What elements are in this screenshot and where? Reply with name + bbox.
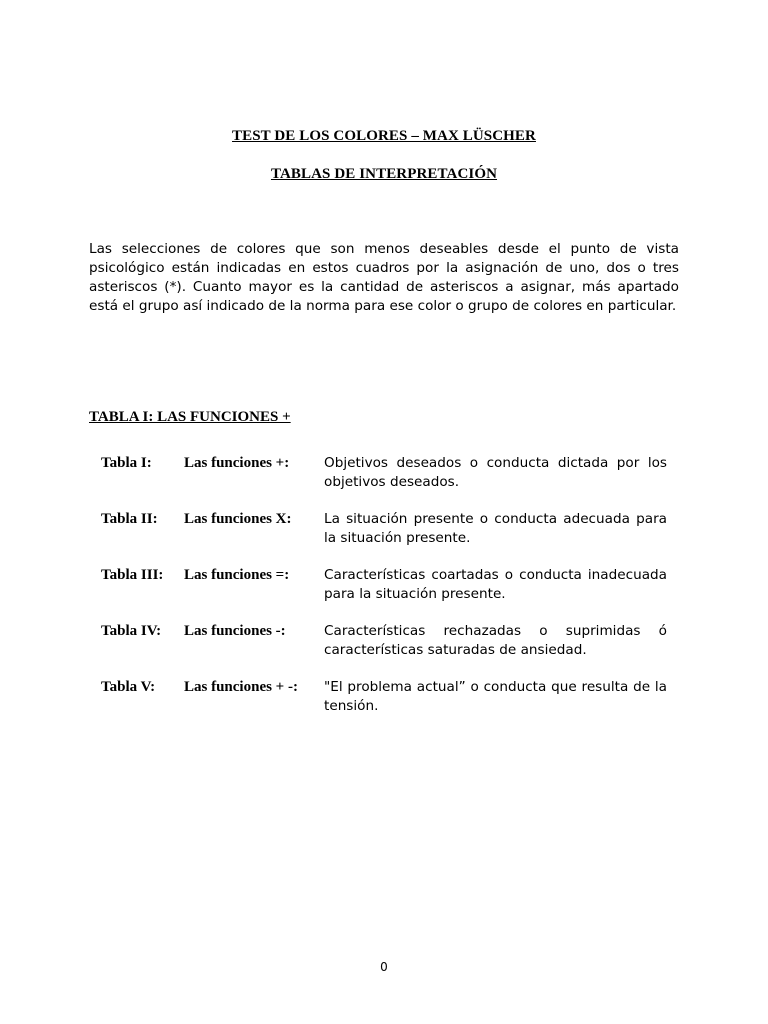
function-description: Características rechazadas o suprimidas ó características saturadas de ansiedad. bbox=[324, 623, 667, 658]
function-description: "El problema actual” o conducta que resulta de la tensión. bbox=[324, 679, 667, 714]
table-label: Tabla III: bbox=[101, 567, 164, 583]
section-heading: TABLA I: LAS FUNCIONES + bbox=[89, 409, 291, 425]
page-number: 0 bbox=[380, 960, 388, 974]
function-label: Las funciones =: bbox=[184, 567, 290, 583]
table-label: Tabla V: bbox=[101, 679, 156, 695]
table-label: Tabla IV: bbox=[101, 623, 162, 639]
function-description: La situación presente o conducta adecuada para la situación presente. bbox=[324, 511, 667, 546]
document-subtitle: TABLAS DE INTERPRETACIÓN bbox=[270, 166, 498, 182]
document-title: TEST DE LOS COLORES – MAX LÜSCHER bbox=[232, 128, 536, 144]
table-label: Tabla I: bbox=[101, 455, 152, 471]
table-label: Tabla II: bbox=[101, 511, 158, 527]
intro-paragraph: Las selecciones de colores que son menos deseables desde el punto de vista psicológico están indicadas en estos cuadros por la asignación de uno, dos o tres asteriscos (*). Cuanto mayor es la cantidad de asteriscos a asignar, más apartado está el grupo así indicado de la norma para ese color o grupo de colores en particular. bbox=[89, 241, 679, 314]
function-label: Las funciones X: bbox=[184, 511, 292, 527]
function-label: Las funciones + -: bbox=[184, 679, 298, 695]
function-label: Las funciones -: bbox=[184, 623, 286, 639]
function-description: Objetivos deseados o conducta dictada por los objetivos deseados. bbox=[324, 455, 667, 490]
function-label: Las funciones +: bbox=[184, 455, 290, 471]
function-description: Características coartadas o conducta inadecuada para la situación presente. bbox=[324, 567, 667, 602]
